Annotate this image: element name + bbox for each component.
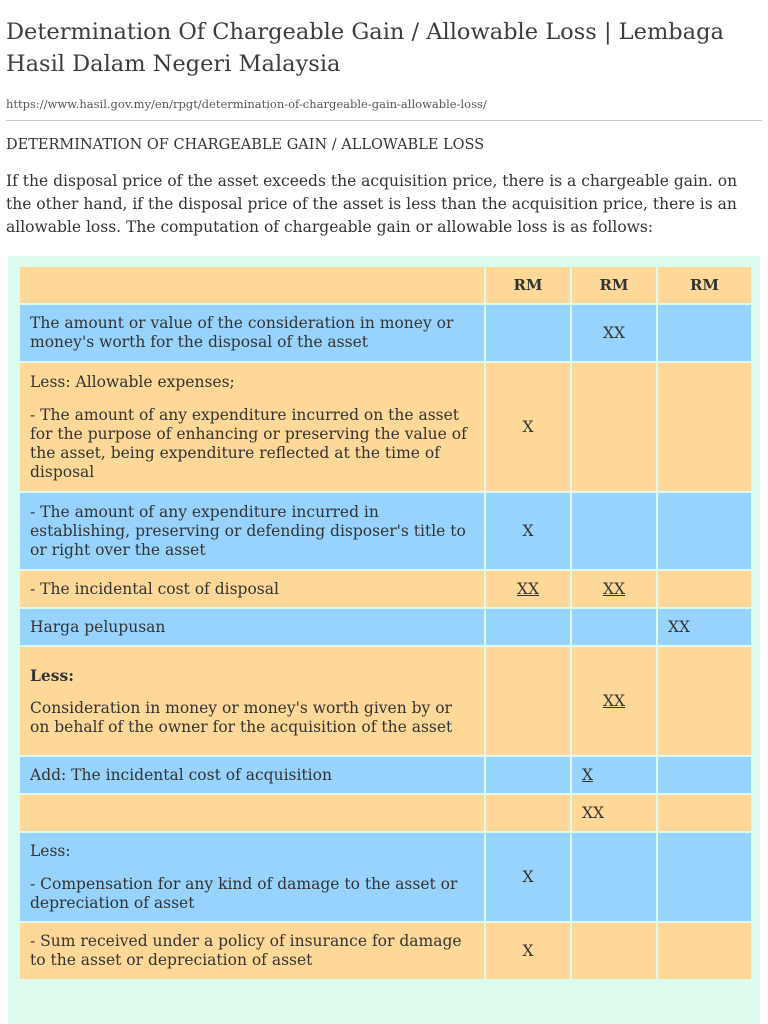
- row-description: [20, 833, 484, 921]
- row-description: [20, 571, 484, 607]
- value-col-1: [486, 609, 570, 645]
- value-col-3: [658, 493, 751, 569]
- description-line: The amount or value of the consideration in money or money's worth for the disposal of the asset: [30, 314, 454, 351]
- value-col-2: [572, 609, 656, 645]
- value-col-2: XX: [572, 571, 656, 607]
- row-description: [20, 795, 484, 831]
- description-line: Less: Allowable expenses;: [30, 372, 235, 391]
- row-description: [20, 363, 484, 491]
- description-line: - The incidental cost of disposal: [30, 579, 279, 598]
- table-row: [20, 305, 751, 361]
- table-row: [20, 647, 751, 755]
- table-row: [20, 923, 751, 979]
- computation-table: [18, 265, 753, 981]
- description-line: - Compensation for any kind of damage to the asset or depreciation of asset: [30, 874, 458, 912]
- value-col-2: [572, 923, 656, 979]
- row-description: [20, 757, 484, 793]
- value-col-3: [658, 305, 751, 361]
- value-col-1: X: [486, 923, 570, 979]
- description-line: Consideration in money or money's worth given by or on behalf of the owner for the acquisition of the asset: [30, 698, 453, 736]
- value-col-3: [658, 795, 751, 831]
- table-header-row: [20, 267, 751, 303]
- value-col-2: XX: [572, 647, 656, 755]
- value-col-1: X: [486, 363, 570, 491]
- value-col-2: [572, 493, 656, 569]
- table-row: [20, 363, 751, 491]
- description-line: Add: The incidental cost of acquisition: [30, 765, 332, 784]
- table-row: [20, 795, 751, 831]
- value-col-3: [658, 757, 751, 793]
- header-rm-1: RM: [486, 267, 570, 303]
- description-line: - Sum received under a policy of insurance for damage to the asset or depreciation of asset: [30, 932, 462, 969]
- page-title: Determination Of Chargeable Gain / Allowable Loss | Lembaga Hasil Dalam Negeri Malaysia: [6, 19, 724, 77]
- description-line: Less:: [30, 841, 71, 860]
- table-row: [20, 757, 751, 793]
- page-url[interactable]: https://www.hasil.gov.my/en/rpgt/determination-of-chargeable-gain-allowable-loss/: [6, 97, 487, 111]
- description-line: Less:: [30, 665, 74, 685]
- header-rm-3: RM: [658, 267, 751, 303]
- value-col-1: X: [486, 493, 570, 569]
- value-col-3: [658, 833, 751, 921]
- value-col-1: [486, 757, 570, 793]
- value-col-2: XX: [572, 795, 656, 831]
- value-col-2: [572, 363, 656, 491]
- table-row: [20, 493, 751, 569]
- row-description: [20, 647, 484, 755]
- value-col-3: [658, 923, 751, 979]
- table-row: [20, 609, 751, 645]
- row-description: [20, 609, 484, 645]
- table-row: [20, 571, 751, 607]
- value-col-1: XX: [486, 571, 570, 607]
- value-col-1: [486, 647, 570, 755]
- table-row: [20, 833, 751, 921]
- value-col-3: [658, 647, 751, 755]
- value-col-3: XX: [658, 609, 751, 645]
- header-rm-2: RM: [572, 267, 656, 303]
- computation-table-container: [8, 256, 760, 1024]
- section-heading: DETERMINATION OF CHARGEABLE GAIN / ALLOWABLE LOSS: [6, 137, 485, 153]
- header-description: [20, 267, 484, 303]
- value-col-1: [486, 795, 570, 831]
- row-description: [20, 493, 484, 569]
- description-line: Harga pelupusan: [30, 617, 166, 636]
- value-col-3: [658, 571, 751, 607]
- value-col-1: X: [486, 833, 570, 921]
- value-col-3: [658, 363, 751, 491]
- row-description: [20, 305, 484, 361]
- description-line: - The amount of any expenditure incurred in establishing, preserving or defending disposer's title to or right over the asset: [30, 502, 466, 559]
- divider: [6, 120, 762, 121]
- value-col-2: [572, 833, 656, 921]
- row-description: [20, 923, 484, 979]
- intro-paragraph: If the disposal price of the asset exceeds the acquisition price, there is a chargeable gain. on the other hand, if the disposal price of the asset is less than the acquisition price, there is an allowable loss. The computation of chargeable gain or allowable loss is as follows:: [6, 172, 738, 236]
- value-col-1: [486, 305, 570, 361]
- value-col-2: XX: [572, 305, 656, 361]
- description-line: - The amount of any expenditure incurred on the asset for the purpose of enhancing or preserving the value of the asset, being expenditure reflected at the time of disposal: [30, 405, 467, 481]
- value-col-2: X: [572, 757, 656, 793]
